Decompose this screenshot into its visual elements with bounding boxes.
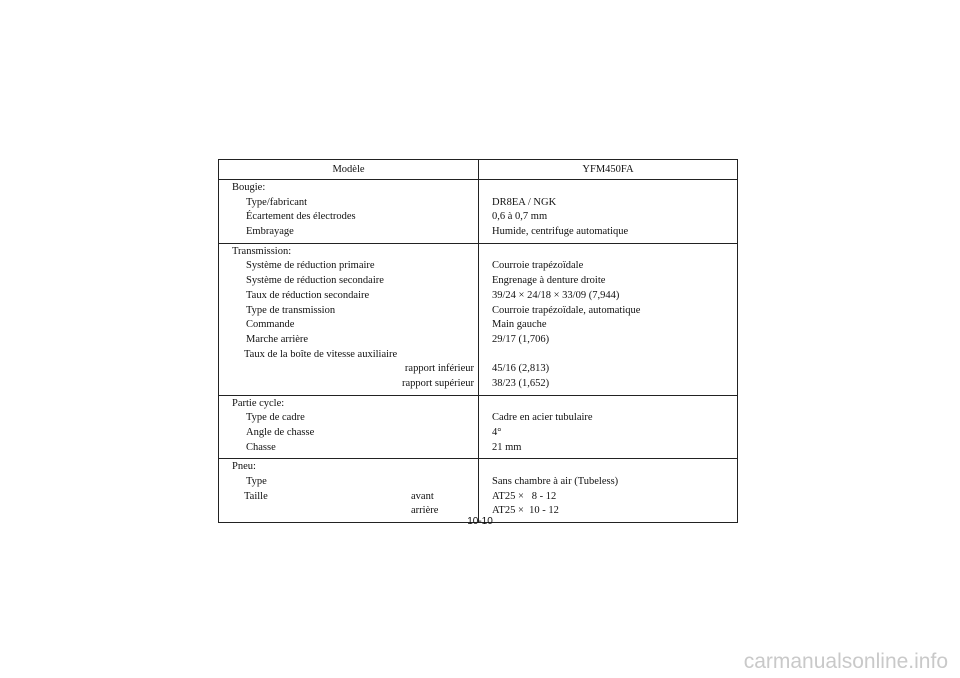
row-value: 29/17 (1,706) <box>492 333 550 345</box>
row-value <box>479 348 737 363</box>
row-value: Courroie trapézoïdale, automatique <box>492 304 641 316</box>
row-value: Engrenage à denture droite <box>492 275 606 287</box>
section-partie-cycle <box>219 396 737 460</box>
section-transmission <box>219 244 737 396</box>
row-value: Courroie trapézoïdale <box>492 260 584 272</box>
row-value: Main gauche <box>492 319 547 331</box>
row-sublabel: arrière <box>411 505 439 517</box>
row-value: AT25 × 10 - 12 <box>492 505 559 517</box>
row-label: Commande <box>246 319 295 331</box>
row-value: 0,6 à 0,7 mm <box>492 211 548 223</box>
row-value: 38/23 (1,652) <box>492 377 550 389</box>
row-label: Système de réduction primaire <box>246 260 375 272</box>
header-model-label: Modèle <box>219 160 479 179</box>
row-label: Type de transmission <box>246 304 336 316</box>
row-label: Écartement des électrodes <box>246 211 356 223</box>
watermark[interactable]: carmanualsonline.info <box>743 650 948 673</box>
spec-table <box>218 159 738 523</box>
row-value: DR8EA / NGK <box>492 196 557 208</box>
row-value: Cadre en acier tubulaire <box>492 412 593 424</box>
row-label: Système de réduction secondaire <box>246 275 384 287</box>
section-title: Pneu: <box>232 461 256 473</box>
row-label: Marche arrière <box>246 333 309 345</box>
row-label: Chasse <box>246 441 276 453</box>
table-header <box>219 160 737 180</box>
row-label: Taux de réduction secondaire <box>246 289 370 301</box>
row-label: Type/fabricant <box>246 196 308 208</box>
row-label: Type <box>246 476 267 488</box>
row-label: Angle de chasse <box>246 427 315 438</box>
row-label: Type de cadre <box>246 412 305 424</box>
row-value: 39/24 × 24/18 × 33/09 (7,944) <box>492 289 620 301</box>
row-value: Sans chambre à air (Tubeless) <box>492 476 619 488</box>
section-bougie <box>219 180 737 244</box>
page-number: 10-10 <box>467 516 493 527</box>
row-value: AT25 × 8 - 12 <box>492 490 557 502</box>
row-label: Taille <box>244 490 268 502</box>
section-title: Partie cycle: <box>232 397 285 409</box>
row-label: rapport inférieur <box>404 363 474 375</box>
row-value: Humide, centrifuge automatique <box>492 226 629 238</box>
row-label: rapport supérieur <box>401 377 474 389</box>
row-label: Embrayage <box>246 226 294 238</box>
section-title: Bougie: <box>232 182 266 193</box>
header-model-value: YFM450FA <box>582 164 634 175</box>
row-label: Taux de la boîte de vitesse auxiliaire <box>244 348 398 360</box>
row-value: 4° <box>492 427 502 438</box>
section-title: Transmission: <box>232 245 292 257</box>
section-pneu <box>219 459 737 522</box>
row-value: 45/16 (2,813) <box>492 363 550 375</box>
row-value: 21 mm <box>492 441 522 453</box>
row-sublabel: avant <box>411 490 434 502</box>
